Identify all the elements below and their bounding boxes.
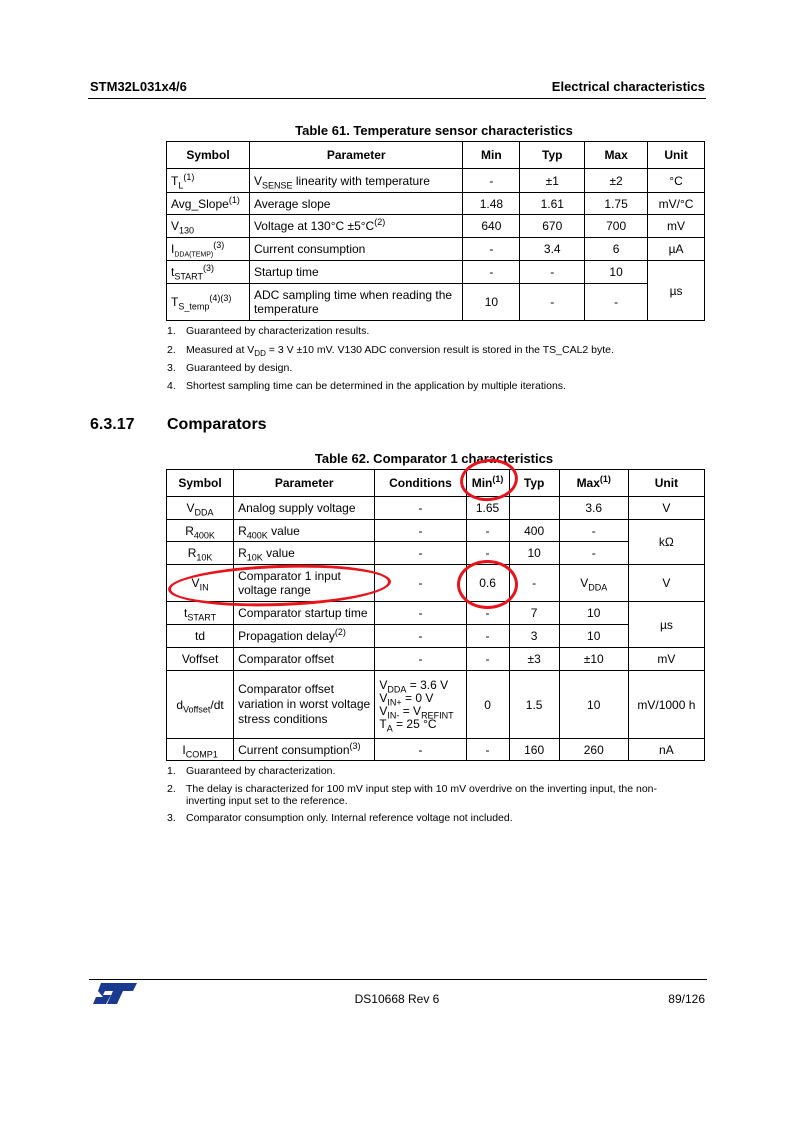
table61-header-row (167, 142, 705, 169)
col-header-unit: Unit (648, 142, 705, 169)
max-cell: ±2 (585, 169, 648, 193)
unit-cell: °C (648, 169, 705, 193)
min-cell: - (463, 261, 520, 284)
footer-page-number: 89/126 (668, 992, 705, 1006)
col-header-conditions: Conditions (375, 470, 466, 497)
symbol-cell: $V_{DDA}$ (167, 497, 234, 520)
table-row (167, 520, 705, 542)
table62-note: Comparator consumption only. Internal reference voltage not included. (186, 812, 513, 824)
min-cell: - (466, 542, 509, 565)
min-cell: 0 (466, 671, 509, 739)
parameter-cell: Average slope (249, 193, 462, 215)
parameter-cell: Current consumption$^{(3)}$ (234, 739, 375, 761)
table-row (167, 671, 705, 739)
conditions-cell: - (375, 602, 466, 625)
unit-cell: nA (628, 739, 704, 761)
table61-note: Guaranteed by characterization results. (186, 325, 370, 337)
min-cell: - (466, 625, 509, 648)
typ-cell: 7 (509, 602, 559, 625)
max-cell: $V_{DDA}$ (559, 565, 628, 602)
footer-divider (89, 979, 707, 980)
min-cell: 1.65 (466, 497, 509, 520)
symbol-cell: $I_{DDA(TEMP)}^{(3)}$ (167, 238, 250, 261)
table-row (167, 739, 705, 761)
table62-caption: Table 62. Comparator 1 characteristics (314, 451, 554, 466)
typ-cell: ±1 (520, 169, 585, 193)
min-cell: - (466, 602, 509, 625)
table-row (167, 542, 705, 565)
header-doc-title: STM32L031x4/6 (90, 79, 187, 94)
condition-line: $T_A = 25$ °C (379, 716, 437, 733)
note-number: 3. (167, 812, 176, 824)
typ-cell: 3.4 (520, 238, 585, 261)
note-number: 1. (167, 325, 176, 337)
unit-cell: mV (628, 648, 704, 671)
unit-cell: V (628, 565, 704, 602)
typ-cell: - (520, 261, 585, 284)
typ-cell: 1.5 (509, 671, 559, 739)
table61-note: Shortest sampling time can be determined in the application by multiple iterations. (186, 380, 566, 392)
symbol-cell: $t_{START}^{(3)}$ (167, 261, 250, 284)
unit-cell: mV (648, 215, 705, 238)
table62-note: The delay is characterized for 100 mV input step with 10 mV overdrive on the inverting input, the non-inverting input set to the reference. (186, 783, 658, 807)
min-cell: 0.6 (466, 565, 509, 602)
table61-caption: Table 61. Temperature sensor characteristics (295, 123, 573, 138)
col-header-typ: Typ (520, 142, 585, 169)
table-row (167, 169, 705, 193)
symbol-cell: $d_{Voffset}/dt$ (167, 671, 234, 739)
symbol-cell: $I_{COMP1}$ (167, 739, 234, 761)
table-row (167, 193, 705, 215)
col-header-min: Min (463, 142, 520, 169)
parameter-cell: ADC sampling time when reading the temperature (249, 284, 462, 321)
min-cell: - (463, 238, 520, 261)
max-cell: ±10 (559, 648, 628, 671)
col-header-unit: Unit (628, 470, 704, 497)
max-cell: 10 (559, 671, 628, 739)
table-row (167, 648, 705, 671)
table-row (167, 238, 705, 261)
col-header-symbol: Symbol (167, 142, 250, 169)
note-number: 2. (167, 783, 176, 795)
note-number: 2. (167, 344, 176, 356)
parameter-cell: Current consumption (249, 238, 462, 261)
typ-cell: ±3 (509, 648, 559, 671)
unit-cell: µA (648, 238, 705, 261)
table-row (167, 215, 705, 238)
section-number: 6.3.17 (90, 416, 135, 433)
unit-cell-merged: µs (648, 261, 705, 321)
note-number: 4. (167, 380, 176, 392)
section-title: Comparators (167, 416, 267, 433)
condition-line: $V_{DDA} = 3.6$ V (379, 677, 449, 694)
symbol-cell: td (167, 625, 234, 648)
typ-cell: 670 (520, 215, 585, 238)
col-header-max: Max$^{(1)}$ (559, 470, 628, 497)
table-row (167, 497, 705, 520)
typ-cell: 10 (509, 542, 559, 565)
parameter-cell: $R_{10K}$ value (234, 542, 375, 565)
parameter-cell: Analog supply voltage (234, 497, 375, 520)
conditions-cell (375, 671, 466, 739)
min-cell: - (466, 648, 509, 671)
symbol-cell: $t_{START}$ (167, 602, 234, 625)
min-cell: 640 (463, 215, 520, 238)
table62-note: Guaranteed by characterization. (186, 765, 336, 777)
table61-note: Measured at $V_{DD} = 3$ V ±10 mV. V130 ADC conversion result is stored in the TS_CAL2 byte. (186, 344, 614, 359)
footer-doc-id: DS10668 Rev 6 (354, 992, 440, 1006)
min-cell: - (466, 520, 509, 542)
typ-cell: - (509, 565, 559, 602)
max-cell: 10 (559, 625, 628, 648)
symbol-cell: Voffset (167, 648, 234, 671)
conditions-cell: - (375, 542, 466, 565)
max-cell: - (559, 520, 628, 542)
typ-cell: 160 (509, 739, 559, 761)
col-header-max: Max (585, 142, 648, 169)
conditions-cell: - (375, 648, 466, 671)
col-header-min: Min$^{(1)}$ (466, 470, 509, 497)
min-cell: 10 (463, 284, 520, 321)
parameter-cell: Propagation delay$^{(2)}$ (234, 625, 375, 648)
typ-cell: - (520, 284, 585, 321)
table-row (167, 261, 705, 284)
table-row (167, 565, 705, 602)
max-cell: 1.75 (585, 193, 648, 215)
parameter-cell: Comparator offset variation in worst voltage stress conditions (234, 671, 375, 739)
unit-cell: V (628, 497, 704, 520)
note-number: 3. (167, 362, 176, 374)
col-header-symbol: Symbol (167, 470, 234, 497)
typ-cell: 3 (509, 625, 559, 648)
unit-cell-merged: kΩ (628, 520, 704, 565)
note-number: 1. (167, 765, 176, 777)
table-row (167, 284, 705, 321)
max-cell: 3.6 (559, 497, 628, 520)
typ-cell: 1.61 (520, 193, 585, 215)
symbol-cell: $T_{S\_temp}^{(4)(3)}$ (167, 284, 250, 321)
symbol-cell: $T_L^{(1)}$ (167, 169, 250, 193)
parameter-cell: Comparator 1 input voltage range (234, 565, 375, 602)
table62-header-row (167, 470, 705, 497)
min-cell: - (466, 739, 509, 761)
parameter-cell: Comparator offset (234, 648, 375, 671)
symbol-cell: $V_{130}$ (167, 215, 250, 238)
parameter-cell: Voltage at $130^\circ C \pm 5^\circ C^{(2)}$ (249, 215, 462, 238)
parameter-cell: Comparator startup time (234, 602, 375, 625)
max-cell: - (559, 542, 628, 565)
unit-cell: mV/°C (648, 193, 705, 215)
symbol-cell: $V_{IN}$ (167, 565, 234, 602)
typ-cell (509, 497, 559, 520)
col-header-typ: Typ (509, 470, 559, 497)
typ-cell: 400 (509, 520, 559, 542)
col-header-parameter: Parameter (249, 142, 462, 169)
max-cell: 6 (585, 238, 648, 261)
conditions-cell: - (375, 739, 466, 761)
condition-line: $V_{IN+} = 0$ V (379, 690, 434, 707)
conditions-cell: - (375, 565, 466, 602)
table61 (166, 141, 705, 321)
parameter-cell: $R_{400K}$ value (234, 520, 375, 542)
symbol-cell: Avg_Slope$^{(1)}$ (167, 193, 250, 215)
symbol-cell: $R_{400K}$ (167, 520, 234, 542)
table62 (166, 469, 705, 761)
unit-cell-merged: µs (628, 602, 704, 648)
header-section-title: Electrical characteristics (551, 79, 705, 94)
header-divider (88, 98, 706, 99)
parameter-cell: $V_{SENSE}$ linearity with temperature (249, 169, 462, 193)
unit-cell: mV/1000 h (628, 671, 704, 739)
min-cell: 1.48 (463, 193, 520, 215)
col-header-parameter: Parameter (234, 470, 375, 497)
symbol-cell: $R_{10K}$ (167, 542, 234, 565)
max-cell: 10 (559, 602, 628, 625)
table-row (167, 625, 705, 648)
conditions-cell: - (375, 520, 466, 542)
max-cell: 700 (585, 215, 648, 238)
conditions-cell: - (375, 625, 466, 648)
max-cell: 260 (559, 739, 628, 761)
table-row (167, 602, 705, 625)
parameter-cell: Startup time (249, 261, 462, 284)
conditions-cell: - (375, 497, 466, 520)
max-cell: - (585, 284, 648, 321)
table61-note: Guaranteed by design. (186, 362, 293, 374)
min-cell: - (463, 169, 520, 193)
condition-line: $V_{IN-} = V_{REFINT}$ (379, 703, 454, 720)
max-cell: 10 (585, 261, 648, 284)
